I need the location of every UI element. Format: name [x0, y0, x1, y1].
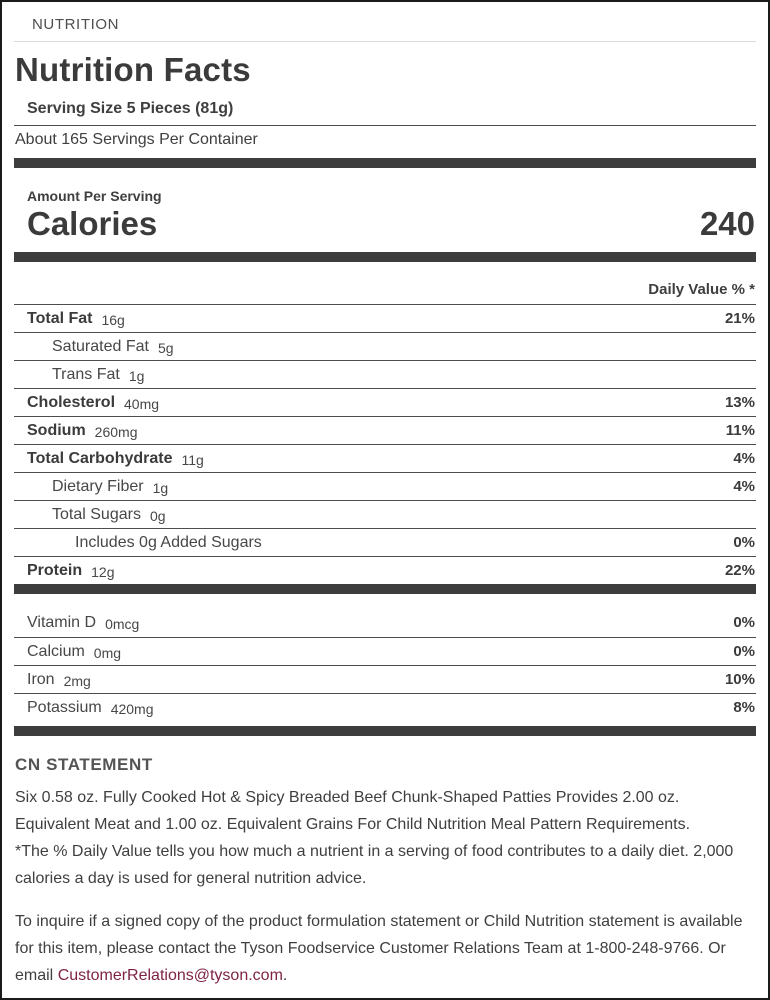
nutrient-row — [14, 332, 756, 360]
nutrient-amount: 1g — [152, 480, 169, 496]
nutrient-daily-value: 21% — [724, 310, 755, 327]
nutrient-amount: 1g — [128, 368, 145, 384]
mineral-table — [14, 609, 756, 721]
amount-per-serving-label: Amount Per Serving — [27, 188, 162, 204]
nutrient-name: Vitamin D — [27, 614, 97, 631]
header-divider — [14, 41, 756, 42]
nutrient-name: Saturated Fat — [52, 338, 149, 355]
nutrient-amount: 2mg — [63, 673, 91, 689]
calories-row — [27, 205, 755, 243]
nutrient-name: Trans Fat — [52, 366, 120, 383]
calories-value: 240 — [699, 205, 755, 242]
customer-relations-email-link[interactable]: CustomerRelations@tyson.com — [57, 967, 283, 984]
nutrient-row — [14, 304, 756, 332]
daily-value-header: Daily Value % * — [648, 281, 755, 298]
nutrient-row — [14, 693, 756, 721]
nutrient-daily-value: 4% — [733, 450, 755, 467]
nutrient-name: Potassium — [27, 699, 102, 716]
nutrient-amount: 420mg — [110, 701, 154, 717]
nutrient-name: Dietary Fiber — [52, 478, 144, 495]
nutrient-name: Sodium — [27, 422, 86, 439]
contact-paragraph — [15, 908, 756, 989]
nutrient-daily-value: 10% — [724, 671, 755, 688]
nutrient-row — [14, 472, 756, 500]
cn-statement-body — [14, 784, 756, 989]
nutrient-daily-value: 11% — [725, 422, 755, 439]
nutrient-name: Total Fat — [27, 310, 93, 327]
nutrient-amount: 260mg — [94, 424, 138, 440]
calories-label: Calories — [27, 205, 158, 242]
thick-bar-top — [14, 158, 756, 168]
contact-text-before: To inquire if a signed copy of the product formulation statement or Child Nutrition statement is available for this item, please contact the Tyson Foodservice Customer Relations Team at 1-800-248-9766. Or email — [15, 913, 743, 984]
nutrient-amount: 5g — [157, 340, 174, 356]
nutrient-daily-value: 4% — [733, 478, 755, 495]
contact-text-after: . — [282, 967, 288, 984]
nutrient-row — [14, 609, 756, 637]
thick-bar-protein — [14, 584, 756, 594]
cn-statement-heading: CN STATEMENT — [15, 755, 153, 774]
section-label: NUTRITION — [32, 16, 120, 33]
nutrient-row — [14, 360, 756, 388]
nutrient-name: Total Carbohydrate — [27, 450, 173, 467]
nutrient-name: Total Sugars — [52, 506, 141, 523]
nutrient-amount: 0g — [149, 508, 166, 524]
cn-statement-text: Six 0.58 oz. Fully Cooked Hot & Spicy Breaded Beef Chunk-Shaped Patties Provides 2.00 oz. Equivalent Meat and 1.00 oz. Equivalent Grains For Child Nutrition Meal Pattern Requirements. — [15, 789, 691, 833]
nutrient-name: Cholesterol — [27, 394, 116, 411]
nutrient-row — [14, 528, 756, 556]
nutrient-name: Protein — [27, 562, 83, 579]
daily-value-footnote: *The % Daily Value tells you how much a nutrient in a serving of food contributes to a daily diet. 2,000 calories a day is used for general nutrition advice. — [15, 843, 734, 887]
nutrient-row — [14, 388, 756, 416]
nutrient-daily-value: 22% — [724, 562, 755, 579]
serving-size: Serving Size 5 Pieces (81g) — [27, 100, 234, 117]
nutrient-row — [14, 444, 756, 472]
nutrient-name: Iron — [27, 671, 55, 688]
nutrient-row — [14, 500, 756, 528]
nutrient-amount: 40mg — [124, 396, 160, 412]
nutrient-amount: 0mcg — [105, 616, 140, 632]
nutrient-daily-value: 0% — [733, 614, 755, 631]
nutrient-amount: 12g — [91, 564, 115, 580]
nutrient-daily-value: 13% — [724, 394, 755, 411]
nutrient-row — [14, 637, 756, 665]
servings-per-container: About 165 Servings Per Container — [15, 131, 258, 148]
nutrient-row — [14, 665, 756, 693]
nutrient-daily-value: 8% — [733, 699, 755, 716]
nutrient-amount: 16g — [101, 312, 125, 328]
page-title: Nutrition Facts — [15, 51, 251, 88]
nutrient-daily-value: 0% — [733, 643, 755, 660]
nutrient-row — [14, 416, 756, 444]
nutrient-daily-value: 0% — [733, 534, 755, 551]
nutrient-amount: 11g — [181, 452, 204, 468]
nutrient-table — [14, 304, 756, 584]
thick-bar-bottom — [14, 726, 756, 736]
nutrient-amount: 0mg — [93, 645, 122, 661]
nutrient-name: Includes 0g Added Sugars — [75, 534, 262, 551]
thick-bar-calories — [14, 252, 756, 262]
nutrient-name: Calcium — [27, 643, 85, 660]
nutrient-row — [14, 556, 756, 584]
